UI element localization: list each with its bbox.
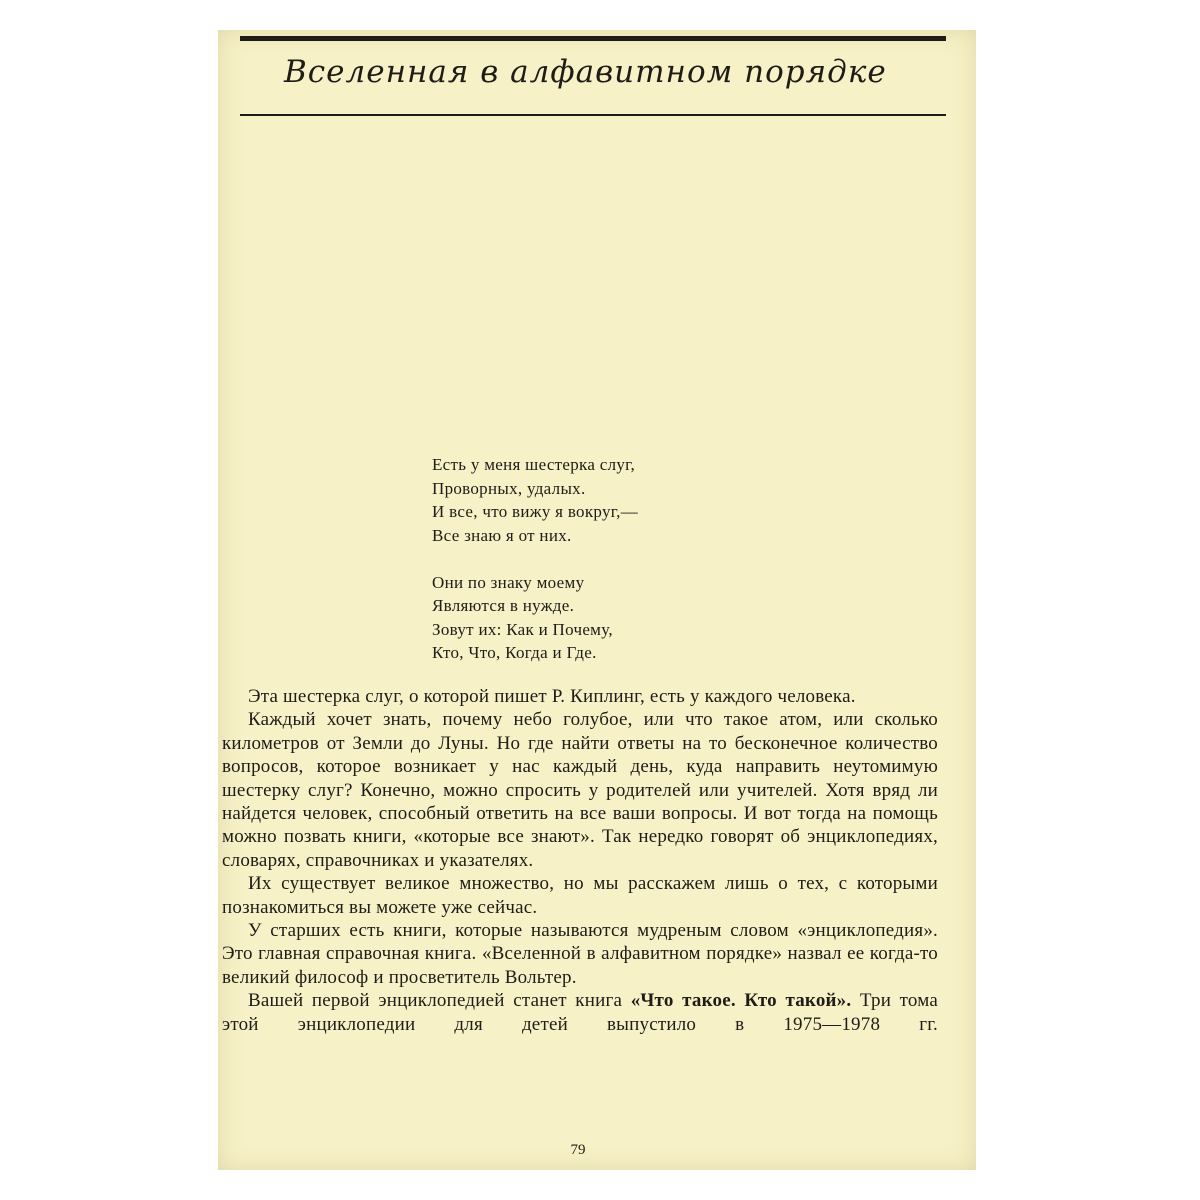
verse-line: Зовут их: Как и Почему, (432, 619, 613, 639)
header-rule-bottom (240, 114, 946, 116)
paragraph-5-tail: Три тома этой энциклопедии для детей выпустило в 1975—1978 гг. (222, 990, 938, 1035)
paragraph-2: Каждый хочет знать, почему небо голубое, или что такое атом, или сколько километров от Земли до Луны. Но где найти ответы на то бесконечное количество вопросов, которое возникает у нас каждый день, куда направить неутомимую шестерку слуг? Конечно, можно спросить у родителей или учителей. Хотя вряд ли найдется человек, способный ответить на все ваши вопросы. И вот тогда на помощь можно позвать книги, «которые все знают». Так нередко говорят об энциклопедиях, словарях, справочниках и указателях. (222, 709, 938, 871)
verse-line: Являются в нужде. (432, 596, 575, 615)
verse-line: Они по знаку моему (432, 572, 585, 592)
verse-stanza-1 (432, 453, 638, 547)
body-text (222, 685, 938, 1036)
page-number: 79 (570, 1142, 586, 1158)
verse-stanza-2 (432, 571, 638, 665)
paragraph-3: Их существует великое множество, но мы расскажем лишь о тех, с которыми познакомиться вы можете уже сейчас. (222, 873, 938, 918)
verse-line: И все, что вижу я вокруг,— (432, 502, 638, 521)
verse-line: Все знаю я от них. (432, 525, 572, 545)
verse-line: Проворных, удалых. (432, 478, 586, 498)
paragraph-5-lead: Вашей первой энциклопедией станет книга (248, 990, 631, 1012)
verse-line: Кто, Что, Когда и Где. (432, 643, 597, 662)
header-rule-top (240, 36, 946, 41)
book-title-emphasis: «Что такое. Кто такой». (630, 990, 852, 1012)
paragraph-4: У старших есть книги, которые называются мудреным словом «энциклопедия». Это главная справочная книга. «Вселенной в алфавитном порядке» назвал ее когда-то великий философ и просветитель Вольтер. (222, 920, 938, 988)
book-page (218, 30, 976, 1170)
verse-line: Есть у меня шестерка слуг, (432, 455, 636, 474)
epigraph-verse (432, 453, 638, 665)
paragraph-1: Эта шестерка слуг, о которой пишет Р. Киплинг, есть у каждого человека. (248, 686, 856, 707)
chapter-title: Вселенная в алфавитном порядке (284, 54, 887, 90)
paragraph-5 (222, 989, 938, 1036)
